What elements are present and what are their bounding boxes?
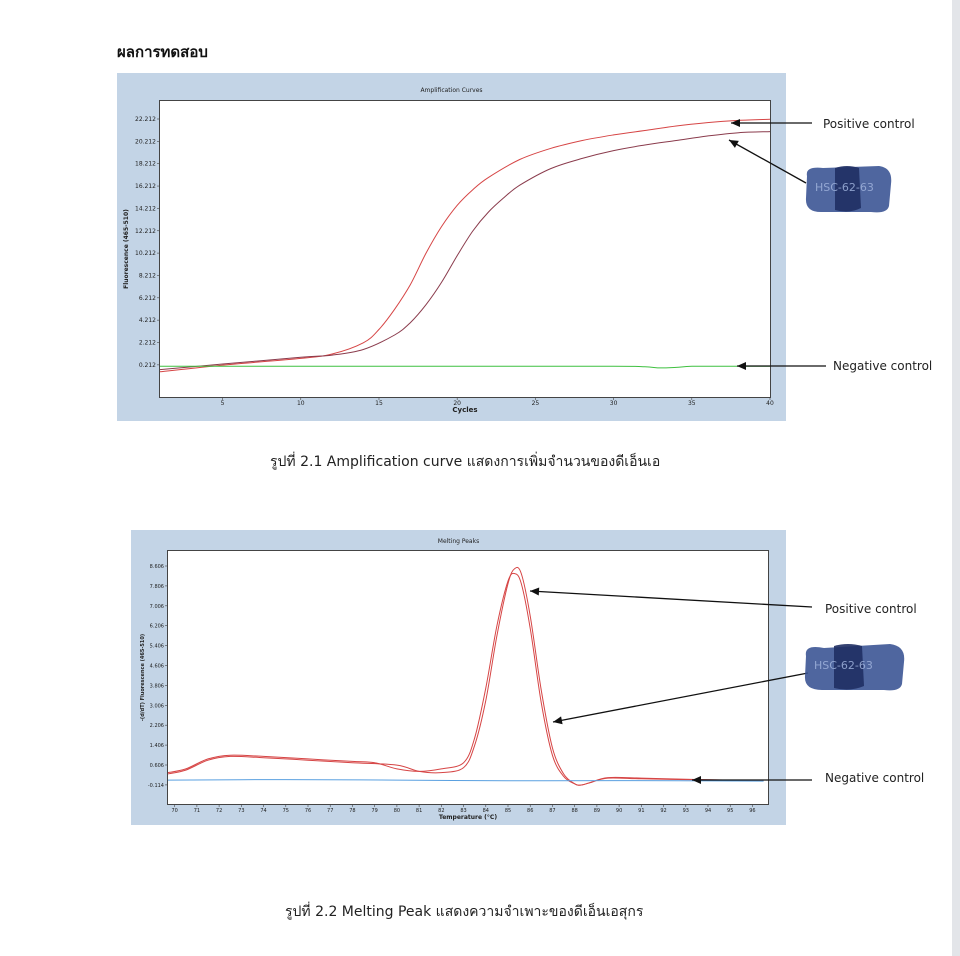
y-tick-label: 2.212 (138, 339, 156, 347)
y-tick-label: 6.212 (138, 294, 156, 302)
x-axis-label: Cycles (452, 406, 478, 414)
y-tick-label: 12.212 (135, 227, 156, 235)
x-tick-label: 80 (393, 808, 401, 814)
x-tick-label: 20 (453, 400, 461, 407)
y-tick-label: 4.606 (149, 663, 164, 670)
y-tick-label: 7.806 (149, 583, 164, 590)
x-tick-label: 89 (593, 808, 601, 814)
amp-negative-label: Negative control (833, 359, 933, 373)
x-tick-label: 92 (660, 808, 667, 814)
series-line-positive-control (168, 567, 764, 785)
series-line-hsc-62-63 (168, 573, 764, 785)
y-tick-label: 4.212 (138, 317, 156, 325)
x-tick-label: 71 (193, 808, 201, 814)
chart-title: Amplification Curves (420, 87, 483, 94)
x-axis-label: Temperature (°C) (438, 814, 498, 821)
figure1-caption: รูปที่ 2.1 Amplification curve แสดงการเพิ่มจำนวนของดีเอ็นเอ (270, 454, 661, 470)
y-tick-label: 18.212 (135, 160, 156, 168)
y-tick-label: -0.114 (147, 782, 164, 789)
x-tick-label: 76 (304, 808, 312, 814)
x-tick-label: 95 (727, 808, 734, 814)
x-tick-label: 81 (415, 808, 423, 814)
x-tick-label: 15 (375, 400, 383, 407)
x-tick-label: 96 (749, 808, 756, 814)
viewer-background (952, 0, 960, 956)
y-axis-label: Fluorescence (465-510) (123, 209, 130, 289)
y-tick-label: 22.212 (135, 116, 156, 123)
x-tick-label: 83 (460, 808, 467, 814)
amp-positive-label: Positive control (823, 117, 915, 131)
x-tick-label: 94 (704, 808, 712, 814)
y-tick-label: 14.212 (135, 205, 156, 213)
y-tick-label: 8.606 (149, 564, 164, 570)
y-tick-label: 6.206 (149, 623, 164, 630)
x-tick-label: 30 (609, 400, 618, 407)
melt-positive-label: Positive control (825, 602, 917, 616)
y-tick-label: 3.006 (149, 703, 164, 710)
sample-label: HSC-62-63 (814, 659, 873, 672)
sample-label-redaction (800, 640, 910, 694)
sample-label: HSC-62-63 (815, 181, 874, 194)
chart-title: Melting Peaks (437, 538, 480, 545)
y-tick-label: 3.806 (149, 683, 164, 690)
y-tick-label: 2.206 (149, 723, 164, 730)
y-tick-label: 16.212 (135, 183, 156, 191)
x-tick-label: 5 (220, 400, 225, 407)
y-tick-label: 20.212 (135, 138, 156, 146)
x-tick-label: 88 (571, 808, 578, 814)
y-tick-label: 1.406 (149, 743, 164, 750)
x-tick-label: 70 (171, 808, 178, 814)
positive-arrow (530, 588, 812, 607)
x-tick-label: 40 (766, 400, 774, 407)
melt-negative-label: Negative control (825, 771, 925, 785)
x-tick-label: 79 (371, 808, 378, 814)
x-tick-label: 72 (215, 808, 223, 814)
y-tick-label: 8.212 (138, 272, 156, 280)
x-tick-label: 84 (482, 808, 489, 814)
x-tick-label: 10 (296, 400, 305, 407)
negative-arrow (692, 776, 812, 784)
x-tick-label: 90 (615, 808, 623, 814)
x-tick-label: 87 (549, 808, 556, 814)
figure2-caption: รูปที่ 2.2 Melting Peak แสดงความจำเพาะของดีเอ็นเอสุกร (285, 904, 644, 920)
x-tick-label: 86 (527, 808, 534, 814)
x-tick-label: 85 (504, 808, 512, 814)
x-tick-label: 77 (327, 808, 334, 814)
y-tick-label: 5.406 (149, 643, 164, 650)
y-tick-label: 0.606 (149, 763, 164, 769)
y-axis-label: -(d/dT) Fluorescence (465-510) (140, 633, 146, 722)
x-tick-label: 91 (638, 808, 645, 814)
y-tick-label: 7.006 (149, 603, 164, 610)
sample-arrow (553, 673, 808, 724)
x-tick-label: 93 (682, 808, 689, 814)
x-tick-label: 75 (282, 808, 289, 814)
x-tick-label: 78 (349, 808, 356, 814)
x-tick-label: 35 (687, 400, 696, 407)
y-tick-label: 0.212 (138, 361, 156, 369)
x-tick-label: 82 (438, 808, 445, 814)
section-heading: ผลการทดสอบ (117, 43, 208, 61)
x-tick-label: 74 (260, 808, 267, 814)
x-tick-label: 73 (238, 808, 245, 814)
y-tick-label: 10.212 (135, 250, 156, 258)
x-tick-label: 25 (531, 400, 540, 407)
